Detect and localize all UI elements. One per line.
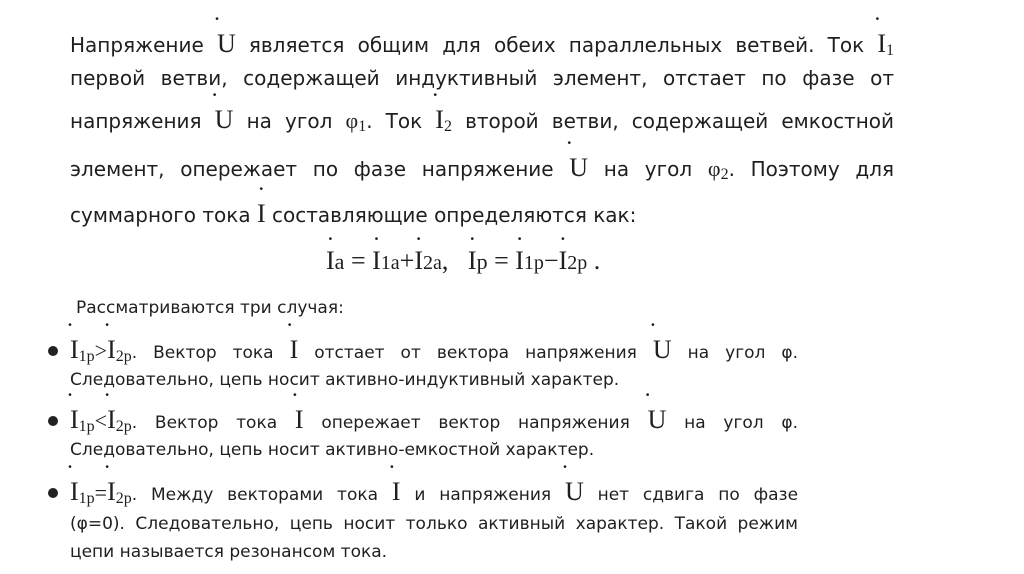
equals: = — [350, 246, 366, 275]
subscript: 1p — [78, 348, 95, 365]
text: составляющие определяются как: — [272, 203, 637, 227]
intro-line-4 — [70, 153, 895, 187]
subscript: p — [476, 249, 488, 274]
text: на угол φ. — [684, 413, 799, 433]
relation-sign: < — [94, 408, 108, 433]
phi-symbol: φ — [707, 156, 721, 181]
i-phasor: ̇ I — [295, 405, 304, 434]
i-phasor: ̇ I — [435, 105, 444, 134]
bullet-icon — [48, 346, 58, 356]
u-phasor: ̇ U — [648, 405, 667, 434]
plus: + — [399, 246, 415, 275]
bullet-icon — [48, 416, 58, 426]
subscript: 1 — [886, 42, 894, 59]
subscript: 2p — [115, 490, 132, 507]
subscript: 1p — [78, 418, 95, 435]
subscript: 2 — [443, 118, 452, 135]
text: второй ветви, содержащей емкостной — [465, 109, 895, 133]
relation-sign: = — [94, 480, 108, 505]
intro-line-5 — [70, 199, 637, 228]
subscript: 1p — [523, 252, 544, 274]
subscript: 2 — [720, 166, 729, 183]
comma: , — [441, 246, 449, 275]
case-2-line-2: Следовательно, цепь носит активно-емкостной характер. — [70, 440, 595, 460]
text: нет сдвига по фазе — [597, 485, 799, 505]
i-phasor: ̇ I — [107, 335, 116, 364]
text: . Между векторами тока — [131, 485, 379, 505]
relation-sign: > — [94, 338, 108, 363]
u-phasor: ̇ U — [569, 153, 588, 182]
minus: − — [543, 246, 559, 275]
intro-line-2: первой ветви, содержащей индуктивный элемент, отстает по фазе от — [70, 66, 894, 90]
i-phasor: ̇ I — [468, 246, 477, 275]
text: отстает от вектора напряжения — [314, 343, 637, 363]
i-phasor: ̇ I — [392, 477, 401, 506]
subscript: a — [334, 249, 345, 274]
case-2-line-1 — [70, 405, 799, 439]
period: . — [593, 246, 601, 275]
subscript: 1 — [358, 118, 367, 135]
text: опережает вектор напряжения — [321, 413, 630, 433]
i-phasor: ̇ I — [257, 199, 266, 228]
subscript: 2p — [567, 252, 588, 274]
i-phasor: ̇ I — [515, 246, 524, 275]
text: . Вектор тока — [131, 413, 278, 433]
text: элемент, опережает по фазе напряжение — [70, 157, 554, 181]
text: на угол — [603, 157, 693, 181]
text: суммарного тока — [70, 203, 251, 227]
bullet-icon — [48, 488, 58, 498]
u-phasor: ̇ U — [215, 105, 234, 134]
subscript: 2p — [115, 348, 132, 365]
components-formula — [326, 246, 600, 278]
subscript: 1a — [380, 252, 400, 274]
i-phasor: ̇ I — [290, 335, 299, 364]
text: является общим для обеих параллельных ветвей. Ток — [248, 33, 865, 57]
text: напряжения — [70, 109, 202, 133]
text: . Вектор тока — [131, 343, 274, 363]
text: . Поэтому для — [728, 157, 895, 181]
case-1-line-2: Следовательно, цепь носит активно-индуктивный характер. — [70, 370, 620, 390]
i-phasor: ̇ I — [70, 405, 79, 434]
u-phasor: ̇ U — [565, 477, 584, 506]
case-3-line-1 — [70, 477, 799, 511]
i-phasor: ̇ I — [372, 246, 381, 275]
i-phasor: ̇ I — [107, 405, 116, 434]
text: . Ток — [366, 109, 423, 133]
i-phasor: ̇ I — [107, 477, 116, 506]
case-3-line-3: цепи называется резонансом тока. — [70, 542, 388, 562]
subscript: 1p — [78, 490, 95, 507]
i-phasor: ̇ I — [326, 246, 335, 275]
case-1-line-1 — [70, 335, 799, 369]
subscript: 2p — [115, 418, 132, 435]
i-phasor: ̇ I — [559, 246, 568, 275]
i-phasor: ̇ I — [70, 335, 79, 364]
text: Напряжение — [70, 33, 204, 57]
intro-line-1 — [70, 29, 894, 63]
phi-symbol: φ — [345, 108, 359, 133]
u-phasor: ̇ U — [653, 335, 672, 364]
i-phasor: ̇ I — [70, 477, 79, 506]
cases-heading: Рассматриваются три случая: — [76, 298, 344, 318]
equals: = — [494, 246, 509, 275]
i-phasor: ̇ I — [414, 246, 423, 275]
intro-line-3 — [70, 105, 895, 139]
text: на угол — [246, 109, 333, 133]
u-phasor: ̇ U — [217, 29, 236, 58]
i-phasor: ̇ I — [877, 29, 886, 58]
subscript: 2a — [423, 252, 442, 274]
case-3-line-2: (φ=0). Следовательно, цепь носит только активный характер. Такой режим — [70, 514, 798, 534]
text: и напряжения — [414, 485, 552, 505]
text: на угол φ. — [687, 343, 799, 363]
